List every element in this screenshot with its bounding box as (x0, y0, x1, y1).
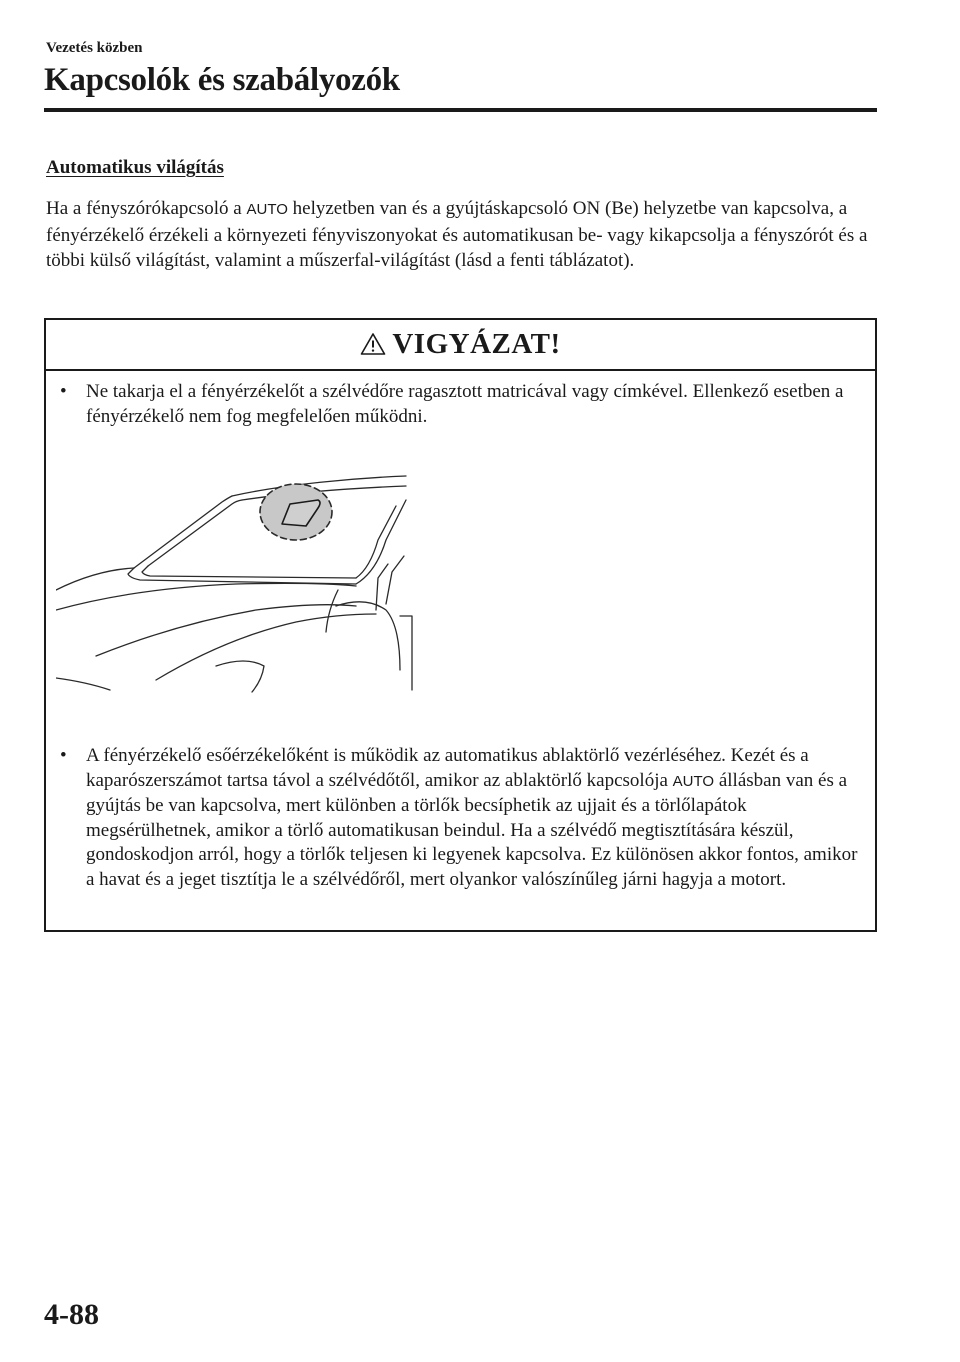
title-rule (44, 108, 877, 112)
intro-text-after: helyzetben van és a gyújtáskapcsoló ON (Be) helyzetbe van kapcsolva, a fényérzékelő érzékeli a környezeti fényviszonyokat és automatikusan be- vagy kikapcsolja a fényszórót és a többi külső világítást, valamint a műszerfal-világítást (lásd a fenti táblázatot). (46, 198, 868, 271)
auto-position-label: AUTO (246, 201, 288, 218)
intro-text-before: Ha a fényszórókapcsoló a (46, 198, 247, 219)
caution-bullet-2-text-after: állásban van és a gyújtás be van kapcsolva, mert különben a törlők becsíphetik az ujjait és a törlőlapátok megsérülhetnek, amikor a törlő automatikusan beindul. Ha a szélvédő megtisztítására készül, gondoskodjon arról, hogy a törlők teljesen ki legyenek kapcsolva. Ez különösen akkor fontos, amikor a havat és a jeget tisztítja le a szélvédőről, mert olyankor valószínűleg járni hagyja a motort. (86, 769, 858, 890)
caution-bullet-1-text: Ne takarja el a fényérzékelőt a szélvédőre ragasztott matricával vagy címkével. Ellenkező esetben a fényérzékelő nem fog megfelelően működni. (86, 381, 844, 427)
caution-bullet-2-text (86, 744, 860, 892)
bullet-dot: • (60, 381, 67, 402)
caution-box (44, 318, 877, 932)
windshield-light-sensor-illustration (56, 460, 426, 700)
chapter-title: Kapcsolók és szabályozók (44, 62, 400, 98)
caution-header (46, 320, 875, 371)
caution-title: VIGYÁZAT! (392, 328, 561, 360)
warning-triangle-icon (360, 332, 386, 356)
caution-bullet-1 (60, 380, 860, 429)
bullet-dot: • (60, 745, 67, 766)
caution-bullet-2 (60, 744, 860, 892)
caution-bullet-2-text-before: A fényérzékelő esőérzékelőként is működik az automatikus ablaktörlő vezérléséhez. Kezét és a kaparószerszámot tartsa távol a szélvédőtől, amikor az ablaktörlő kapcsolója (86, 745, 809, 791)
auto-position-label: AUTO (672, 772, 715, 790)
running-head: Vezetés közben (46, 40, 143, 56)
intro-paragraph (46, 196, 876, 274)
page-number: 4-88 (44, 1298, 99, 1331)
section-heading: Automatikus világítás (46, 157, 224, 178)
